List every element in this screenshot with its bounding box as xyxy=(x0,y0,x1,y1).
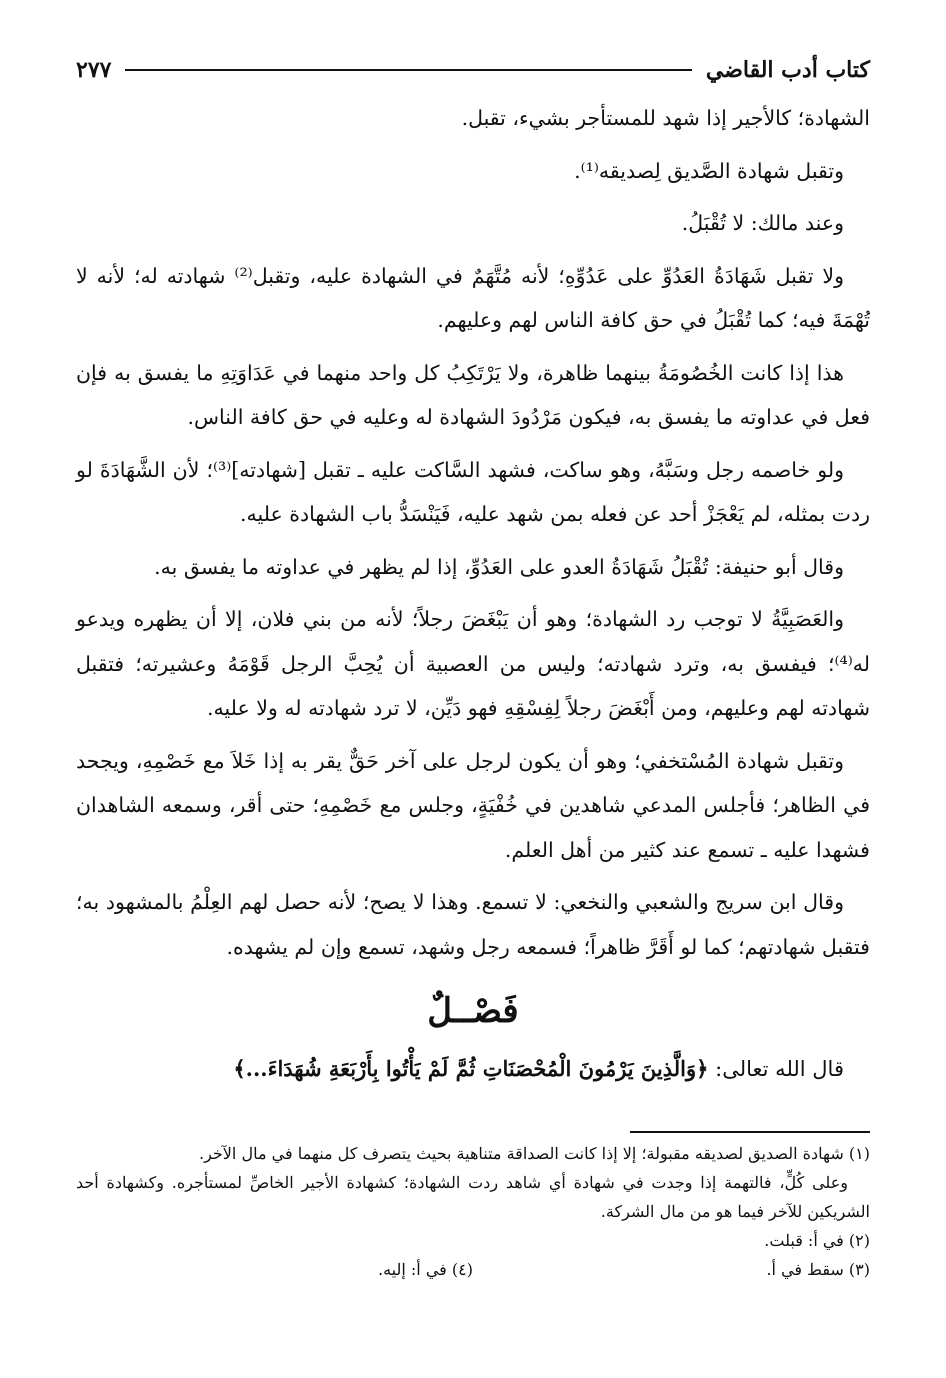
paragraph: ولو خاصمه رجل وسَبَّهُ، وهو ساكت، فشهد السَّاكت عليه ـ تقبل [شهادته]⁽³⁾؛ لأن الشَّهَادَةَ لو ردت بمثله، لم يَعْجَزْ أحد عن فعله بمن شهد عليه، فَيَنْسَدُّ باب الشهادة عليه. xyxy=(76,457,870,526)
footnote-4: (٤) في أ: إليه. xyxy=(378,1260,473,1279)
verse-intro: قال الله تعالى: xyxy=(715,1057,844,1081)
paragraph: وقال ابن سريج والشعبي والنخعي: لا تسمع. وهذا لا يصح؛ لأنه حصل لهم العِلْمُ بالمشهود به؛ فتقبل شهادتهم؛ كما لو أَقَرَّ ظاهراً؛ فسمعه رجل وشهد، تسمع وإن لم يشهده. xyxy=(76,890,870,959)
paragraph: هذا إذا كانت الخُصُومَةُ بينهما ظاهرة، ولا يَرْتَكِبُ كل واحد منهما في عَدَاوَتِهِ ما يفسق به فإن فعل في عداوته ما يفسق به، فيكون مَرْدُودَ الشهادة له وعليه في حق كافة الناس. xyxy=(76,360,870,429)
footnotes xyxy=(76,1139,870,1284)
footnote-1-continued: وعلى كُلٍّ، فالتهمة إذا وجدت في شهادة أي شاهد ردت الشهادة؛ كشهادة الأجير الخاصِّ لمستأجره. وكشهادة أحد الشريكين للآخر فيما هو من مال الشركة. xyxy=(76,1173,870,1221)
verse-line xyxy=(76,1045,870,1093)
paragraph: ولا تقبل شَهَادَةُ العَدُوِّ على عَدُوِّهِ؛ لأنه مُتَّهَمٌ في الشهادة عليه، وتقبل⁽²⁾ شهادته له؛ لأنه لا تُهْمَةَ فيه؛ كما تُقْبَلُ في حق كافة الناس لهم وعليهم. xyxy=(76,263,870,332)
paragraph: وتقبل شهادة الصَّديق لِصديقه⁽¹⁾. xyxy=(574,158,844,183)
header-rule xyxy=(125,69,691,71)
paragraph: وقال أبو حنيفة: تُقْبَلُ شَهَادَةُ العدو على العَدُوِّ، إذا لم يظهر في عداوته ما يفسق به. xyxy=(154,554,844,579)
paragraph: وتقبل شهادة المُسْتخفي؛ وهو أن يكون لرجل على آخر حَقٌّ يقر به إذا خَلاَ مع خَصْمِهِ، ويجحد في الظاهر؛ فأجلس المدعي شاهدين في خُفْيَةٍ، وجلس مع خَصْمِهِ؛ حتى أقر، وسمعه الشاهدان فشهدا عليه ـ تسمع عند كثير من أهل العلم. xyxy=(76,748,870,862)
document-page xyxy=(76,50,870,1284)
paragraph: والعَصَبِيَّةُ لا توجب رد الشهادة؛ وهو أن يَبْغَضَ رجلاً؛ لأنه من بني فلان، إلا أن يظهره ويدعو له⁽⁴⁾؛ فيفسق به، وترد شهادته؛ وليس من العصبية أن يُحِبَّ الرجل قَوْمَهُ وعشيرته؛ فتقبل شهادته لهم وعليهم، ومن أَبْغَضَ رجلاً لِفِسْقِهِ فهو دَيِّن، لا ترد شهادته له ولا عليه. xyxy=(76,607,870,720)
running-header xyxy=(76,50,870,90)
paragraph: الشهادة؛ كالأجير إذا شهد للمستأجر بشيء، تقبل. xyxy=(461,106,870,130)
body-text xyxy=(76,96,870,969)
footnote-1: (١) شهادة الصديق لصديقه مقبولة؛ إلا إذا كانت الصداقة متناهية بحيث يتصرف كل منهما في مال الآخر. xyxy=(199,1144,870,1163)
footnote-row xyxy=(76,1255,870,1284)
footnote-separator xyxy=(630,1131,870,1133)
footnote-3: (٣) سقط في أ. xyxy=(766,1260,870,1279)
page-number: ٢٧٧ xyxy=(76,57,112,83)
quran-verse: ﴿وَالَّذِينَ يَرْمُونَ الْمُحْصَنَاتِ ثُمَّ لَمْ يَأْتُوا بِأَرْبَعَةِ شُهَدَاءَ...﴾ xyxy=(233,1056,709,1081)
section-title: فَصْــلٌ xyxy=(427,991,519,1031)
footnote-2: (٢) في أ: قبلت. xyxy=(764,1231,870,1250)
paragraph: وعند مالك: لا تُقْبَلُ. xyxy=(681,211,844,235)
book-title: كتاب أدب القاضي xyxy=(705,57,870,83)
